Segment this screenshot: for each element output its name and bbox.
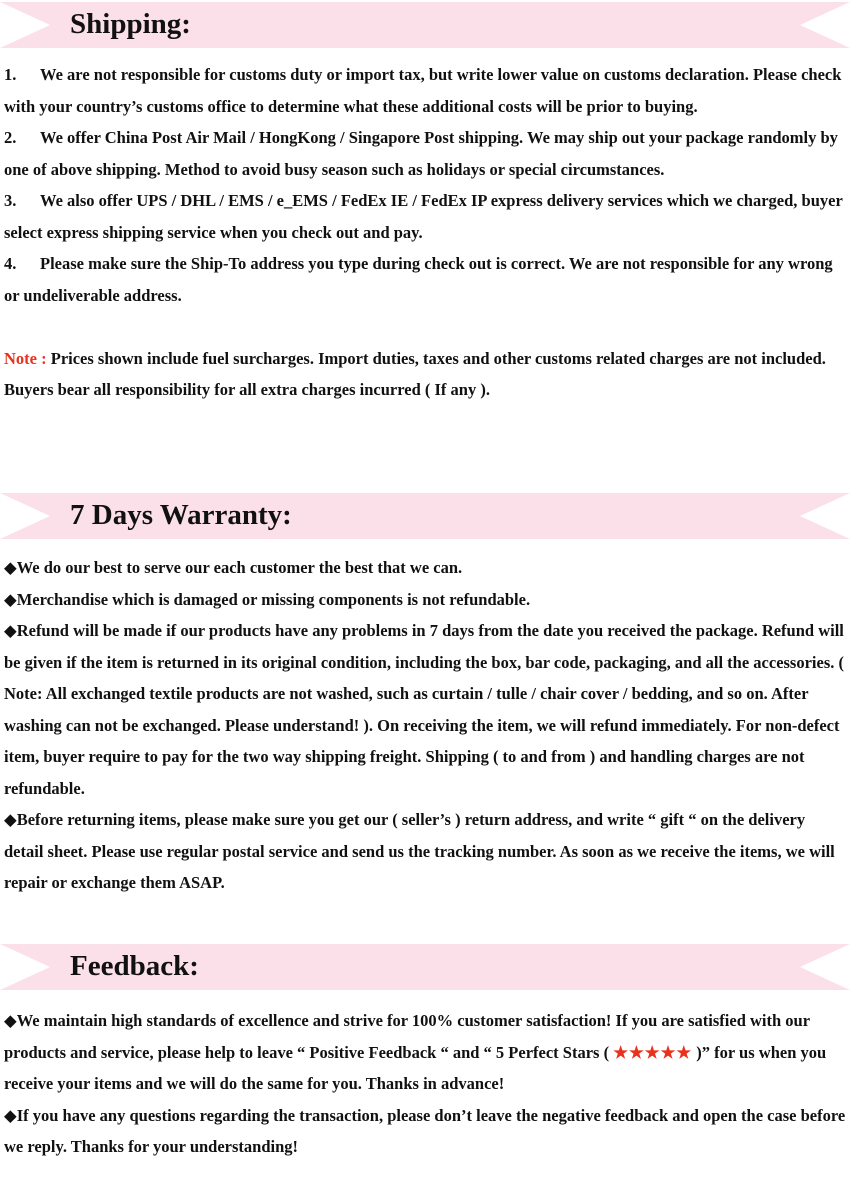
shipping-title: Shipping: <box>70 8 191 40</box>
shipping-section <box>4 59 846 406</box>
warranty-item: ◆Refund will be made if our products have any problems in 7 days from the date you received the package. Refund will be given if the item is returned in its original condition, including the box, bar code, packaging, and all the accessories. ( Note: All exchanged textile products are not washed, such as curtain / tulle / chair cover / bedding, and so on. After washing can not be exchanged. Please understand! ). On receiving the item, we will refund immediately. For non-defect item, buyer require to pay for the two way shipping freight. Shipping ( to and from ) and handling charges are not refundable. <box>4 621 845 798</box>
warranty-banner <box>0 491 850 541</box>
diamond-bullet-icon: ◆ <box>4 589 17 609</box>
shipping-banner <box>0 0 850 50</box>
feedback-item: ◆We maintain high standards of excellence and strive for 100% customer satisfaction! If you are satisfied with our products and service, please help to leave “ Positive Feedback “ and “ 5 Perfect Stars ( ★★★★★ )” for us when you receive your items and we will do the same for you. Thanks in advance! <box>4 1011 827 1093</box>
feedback-section <box>4 1005 846 1163</box>
shipping-item: 2. We offer China Post Air Mail / HongKong / Singapore Post shipping. We may ship out your package randomly by one of above shipping. Method to avoid busy season such as holidays or special circumstances. <box>4 128 838 179</box>
warranty-section <box>4 552 846 899</box>
feedback-title: Feedback: <box>70 950 199 982</box>
diamond-bullet-icon: ◆ <box>4 621 17 640</box>
warranty-item: ◆Merchandise which is damaged or missing components is not refundable. <box>4 589 531 609</box>
warranty-item: ◆We do our best to serve our each customer the best that we can. <box>4 558 463 577</box>
shipping-item: 3. We also offer UPS / DHL / EMS / e_EMS / FedEx IE / FedEx IP express delivery services which we charged, buyer select express shipping service when you check out and pay. <box>4 191 843 242</box>
diamond-bullet-icon: ◆ <box>4 558 17 577</box>
diamond-bullet-icon: ◆ <box>4 810 17 829</box>
warranty-title: 7 Days Warranty: <box>70 499 292 531</box>
note-label: Note : <box>4 348 47 368</box>
diamond-bullet-icon: ◆ <box>4 1105 17 1125</box>
feedback-banner <box>0 942 850 992</box>
warranty-item: ◆Before returning items, please make sure you get our ( seller’s ) return address, and write “ gift “ on the delivery detail sheet. Please use regular postal service and send us the tracking number. As soon as we receive the items, we will repair or exchange them ASAP. <box>4 810 835 892</box>
shipping-item: 4. Please make sure the Ship-To address you type during check out is correct. We are not responsible for any wrong or undeliverable address. <box>4 254 833 305</box>
diamond-bullet-icon: ◆ <box>4 1011 17 1030</box>
shipping-note <box>4 343 846 406</box>
five-stars-icon: ★★★★★ <box>613 1042 693 1062</box>
note-text: Prices shown include fuel surcharges. Import duties, taxes and other customs related charges are not included. Buyers bear all responsibility for all extra charges incurred ( If any ). <box>4 348 826 399</box>
feedback-item: ◆If you have any questions regarding the transaction, please don’t leave the negative feedback and open the case before we reply. Thanks for your understanding! <box>4 1105 846 1156</box>
shipping-item: 1. We are not responsible for customs duty or import tax, but write lower value on customs declaration. Please check with your country’s customs office to determine what these additional costs will be prior to buying. <box>4 65 842 116</box>
